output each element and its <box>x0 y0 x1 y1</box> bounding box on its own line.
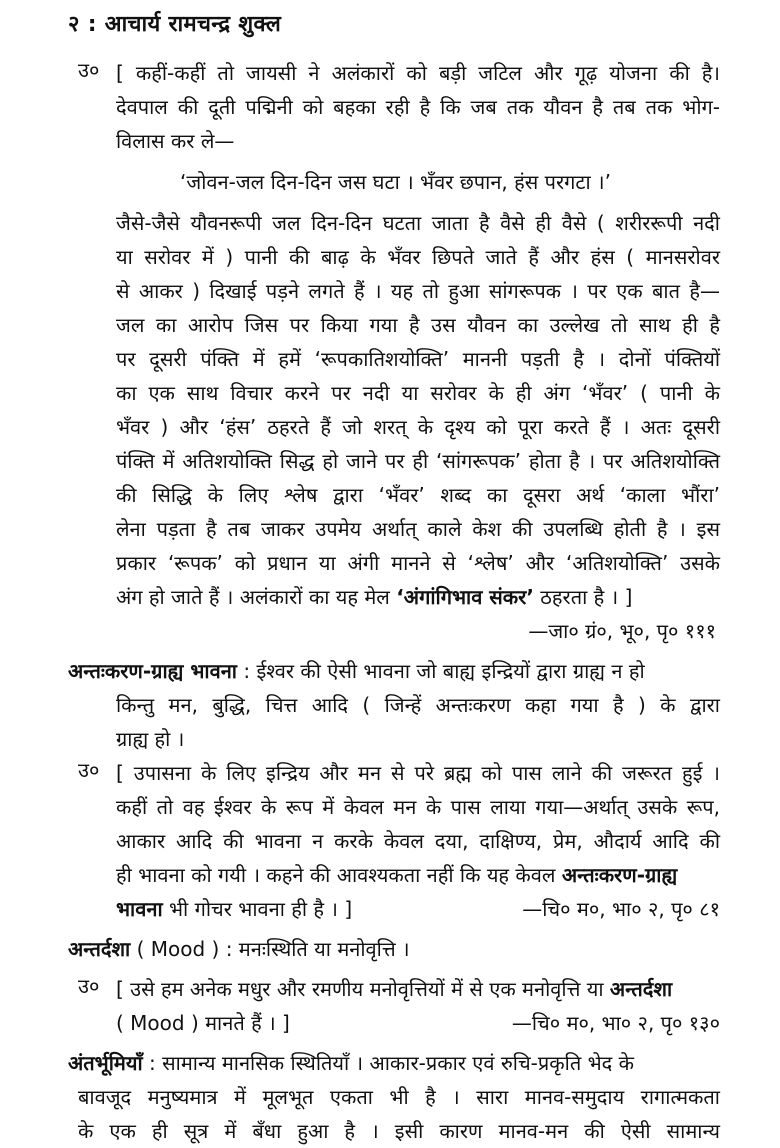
text-line: प्रकार ‘रूपक’ को प्रधान या अंगी मानने से ‘श्लेष’ और ‘अतिशयोक्ति’ उसके <box>116 551 720 575</box>
text-line: ही भावना को गयी । कहने की आवश्यकता नहीं कि यह केवल अन्तःकरण-ग्राह्य <box>116 863 678 887</box>
text-line: [ कहीं-कहीं तो जायसी ने अलंकारों को बड़ी जटिल और गूढ़ योजना की है। <box>116 61 720 85</box>
bold-term: ‘अंगांगिभाव संकर’ <box>396 585 534 609</box>
text-line: कहीं तो वह ईश्वर के रूप में केवल मन के पास लाया गया—अर्थात् उसके रूप, <box>116 795 720 819</box>
example-marker: उ० <box>78 58 100 82</box>
entry-term: अन्तर्दशा <box>68 937 131 961</box>
text-line: आकार आदि की भावना न करके केवल दया, दाक्षिण्य, प्रेम, औदार्य आदि की <box>116 829 720 853</box>
text-line: या सरोवर में ) पानी की बाढ़ के भँवर छिपते जाते हैं और हंस ( मानसरोवर <box>116 245 720 269</box>
text-line: किन्तु मन, बुद्धि, चित्त आदि ( जिन्हें अन्तःकरण कहा गया है ) के द्वारा <box>116 693 720 717</box>
page-header: २ : आचार्य रामचन्द्र शुक्ल <box>68 12 282 37</box>
text-line: पर दूसरी पंक्ति में हमें ‘रूपकातिशयोक्ति’ माननी पड़ती है । दोनों पंक्तियों <box>116 347 720 371</box>
dictionary-entry-2 <box>68 932 720 966</box>
text-line: देवपाल की दूती पद्मिनी को बहका रही है कि जब तक यौवन है तब तक भोग- <box>116 95 720 119</box>
bold-term: अन्तर्दशा <box>609 977 673 1001</box>
entry-term: अंतर्भूमियाँ <box>68 1051 143 1075</box>
entry-first-line: अंतर्भूमियाँ : सामान्य मानसिक स्थितियाँ । आकार-प्रकार एवं रुचि-प्रकृति भेद के <box>68 1051 634 1075</box>
text-line: भावना भी गोचर भावना ही है । ] —चि० म०, भा० २, पृ० ८१ <box>116 892 720 926</box>
text-line: के एक ही सूत्र में बँधा हुआ है । इसी कारण मानव-मन की ऐसी सामान्य <box>78 1119 720 1143</box>
text-line: [ उसे हम अनेक मधुर और रमणीय मनोवृत्तियों में से एक मनोवृत्ति या अन्तर्दशा <box>116 977 673 1001</box>
text-line: से आकर ) दिखाई पड़ने लगते हैं । यह तो हुआ सांगरूपक । पर एक बात है— <box>116 279 720 303</box>
verse-quote: ‘जोवन-जल दिन-दिन जस घटा । भँवर छपान, हंस परगटा ।’ <box>180 170 611 194</box>
text-line: [ उपासना के लिए इन्द्रिय और मन से परे ब्रह्म को पास लाने की जरूरत हुई । <box>116 761 720 785</box>
example-2 <box>78 756 720 926</box>
example-marker: उ० <box>78 758 100 782</box>
text-line: ग्राह्य हो । <box>116 727 185 751</box>
text-line: बावजूद मनुष्यमात्र में मूलभूत एकता भी है । सारा मानव-समुदाय रागात्मकता <box>78 1085 720 1109</box>
citation: —चि० म०, भा० २, पृ० १३० <box>511 1011 720 1035</box>
text-line: भँवर ) और ‘हंस’ ठहरते हैं जो शरत् के दृश्य को पूरा करते हैं । अतः दूसरी <box>116 415 720 439</box>
entry-term: अन्तःकरण-ग्राह्य भावना <box>68 659 237 683</box>
dictionary-entry-1 <box>68 654 720 756</box>
text-line: पंक्ति में अतिशयोक्ति सिद्ध हो जाने पर ही ‘सांगरूपक’ होता है । पर अतिशयोक्ति <box>116 449 720 473</box>
example-3 <box>78 972 720 1040</box>
text-line: की सिद्धि के लिए श्लेष द्वारा ‘भँवर’ शब्द का दूसरा अर्थ ‘काला भौंरा’ <box>116 483 720 507</box>
bold-term: अन्तःकरण-ग्राह्य <box>561 863 678 887</box>
text-line: लेना पड़ता है तब जाकर उपमेय अर्थात् काले केश की उपलब्धि होती है । इस <box>116 517 720 541</box>
citation: —चि० म०, भा० २, पृ० ८१ <box>522 897 720 921</box>
text-line: का एक साथ विचार करने पर नदी या सरोवर के ही अंग ‘भँवर’ ( पानी के <box>116 381 720 405</box>
text-line: विलास कर ले— <box>116 129 235 153</box>
entry-first-line: अन्तःकरण-ग्राह्य भावना : ईश्वर की ऐसी भावना जो बाह्य इन्द्रियों द्वारा ग्राह्य न हो <box>68 659 645 683</box>
citation: —जा० ग्रं०, भू०, पृ० १११ <box>528 619 716 643</box>
bold-term: भावना <box>116 897 163 921</box>
dictionary-entry-3 <box>68 1046 720 1148</box>
text-line: ( Mood ) मानते हैं । ] —चि० म०, भा० २, पृ० १३० <box>116 1006 720 1040</box>
text-line: जैसे-जैसे यौवनरूपी जल दिन-दिन घटता जाता है वैसे ही वैसे ( शरीररूपी नदी <box>116 211 720 235</box>
text-line: जल का आरोप जिस पर किया गया है उस यौवन का उल्लेख तो साथ ही है <box>116 313 720 337</box>
text-line: अंग हो जाते हैं । अलंकारों का यह मेल ‘अंगांगिभाव संकर’ ठहरता है । ] <box>116 585 633 609</box>
entry-first-line: अन्तर्दशा ( Mood ) : मनःस्थिति या मनोवृत्ति । <box>68 937 410 961</box>
example-1 <box>78 56 720 648</box>
example-marker: उ० <box>78 974 100 998</box>
